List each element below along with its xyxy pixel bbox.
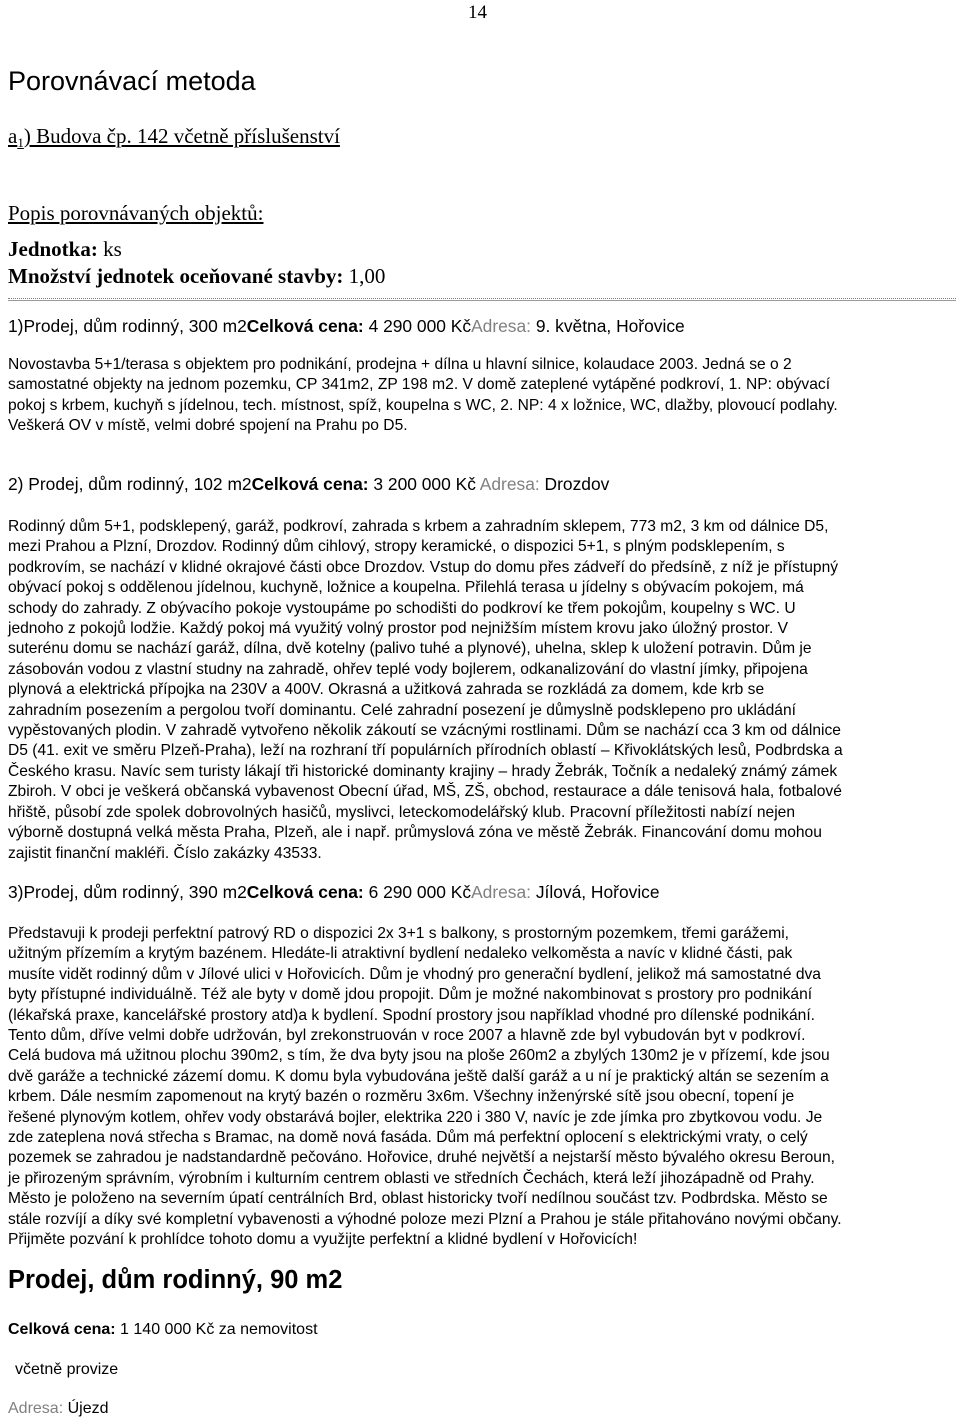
- text-line: zásobován vodou z vlastní studny na zahradě, ohřev teplé vody bojlerem, odkanalizování do vlastní jímky, připojena: [8, 660, 808, 678]
- page-number: 14: [468, 2, 487, 23]
- listing-provize: včetně provize: [15, 1361, 119, 1378]
- listing-price-label: Celková cena:: [8, 1321, 116, 1338]
- text-line: suterénu domu se nachází garáž, dílna, dvě kotelny (palivo tuhé a plynové), uhelna, sklep k uložení potravin. Dům je: [8, 640, 812, 658]
- mnozstvi-value: 1,00: [343, 264, 386, 288]
- section-subheading: [8, 124, 340, 151]
- text-line: Celá budova má užitnou plochu 390m2, s tím, že dva byty jsou na ploše 260m2 a zbylých 130m2 je v přízemí, kde jsou: [8, 1047, 830, 1065]
- text-line: pozemek se zahradou je nadstandardně pečováno. Hořovice, druhé největší a nejstarší město bývalého okresu Beroun,: [8, 1149, 835, 1167]
- item1-title: 1)Prodej, dům rodinný, 300 m2: [8, 316, 247, 336]
- item3-address-label: Adresa:: [471, 882, 531, 902]
- mnozstvi-label: Množství jednotek oceňované stavby:: [8, 264, 344, 288]
- item1-price-value: 4 290 000 Kč: [363, 316, 472, 336]
- text-line: hřiště, působí zde spolek dobrovolných hasičů, myslivci, leteckomodelářský klub. Pracovní příležitosti nabízí nejen: [8, 803, 795, 821]
- item2-address-label: Adresa:: [475, 474, 540, 494]
- text-line: krbem. Dále nesmím zapomenout na krytý bazén o rozměru 3x6m. Všechny inženýrské sítě jsou obecní, topení je: [8, 1088, 795, 1106]
- listing-address-label: Adresa:: [8, 1400, 64, 1417]
- listing-title: Prodej, dům rodinný, 90 m2: [8, 1266, 343, 1294]
- item2-price-value: 3 200 000 Kč: [368, 474, 476, 494]
- item3-title: 3)Prodej, dům rodinný, 390 m2: [8, 882, 247, 902]
- item2-header: [8, 474, 609, 495]
- jednotka-row: [8, 237, 122, 262]
- item3-price-value: 6 290 000 Kč: [363, 882, 472, 902]
- text-line: stále rozvíjí a díky své kompletní vybavenosti a výhodné poloze mezi Plzní a Prahou je stále přitahováno novými občany.: [8, 1210, 842, 1228]
- text-line: mezi Prahou a Plzní, Drozdov. Rodinný dům cihlový, stropy keramické, o dispozici 5+1, s plným podsklepením, s: [8, 538, 785, 556]
- text-line: Představuji k prodeji perfektní patrový RD o dispozici 2x 3+1 s balkony, s prostorným pozemkem, třemi garážemi,: [8, 925, 790, 942]
- jednotka-label: Jednotka:: [8, 237, 98, 261]
- text-line: řešené plynovým kotlem, ohřev vody obstarává bojler, elektrika 220 i 380 V, navíc je zde jímka pro zbytkovou vodu. Je: [8, 1108, 823, 1126]
- text-line: Veškerá OV v místě, velmi dobré spojení na Prahu po D5.: [8, 417, 408, 435]
- text-line: byty přístupné individuálně. Též ale byty v domě jdou propojit. Dům je možné nakombinovat s prostory pro podnikání: [8, 986, 813, 1004]
- item1-address-label: Adresa:: [471, 316, 531, 336]
- item3-description: [8, 924, 954, 1251]
- text-line: jednoho z pokojů lodžie. Každý pokoj má využitý volný prostor pod nejnižším místem krovu jako úložný prostor. V: [8, 620, 789, 638]
- text-line: zajistit finanční makléři. Číslo zakázky 43533.: [8, 844, 322, 862]
- item2-title: 2) Prodej, dům rodinný, 102 m2: [8, 474, 252, 494]
- text-line: zahradním posezením a pergolou tvoří dominantu. Celé zahradní posezení je důmyslně podsklepeno pro ukládání: [8, 701, 796, 719]
- text-line: Tento dům, dříve velmi dobře udržován, byl zrekonstruován v roce 2007 a hlavně zde byl vybudován byt v podkroví.: [8, 1027, 806, 1045]
- mnozstvi-row: [8, 264, 385, 289]
- text-line: Novostavba 5+1/terasa s objektem pro podnikání, prodejna + dílna u hlavní silnice, kolaudace 2003. Jedná se o 2: [8, 356, 792, 373]
- text-line: plynová a elektrická přípojka na 230V a 400V. Okrasná a užitková zahrada se rozkládá za domem, kde krb se: [8, 681, 765, 699]
- text-line: Českého krasu. Navíc sem turisty lákají tři historické dominanty krajiny – hrady Žebrák, Točník a nedaleký známý zámek: [8, 762, 838, 780]
- text-line: výborně dostupná velká města Praha, Plzeň, ale i např. průmyslová zóna ve městě Žebrák. Financování domu mohou: [8, 824, 822, 842]
- page-title: Porovnávací metoda: [8, 66, 256, 96]
- text-line: musíte vidět rodinný dům v Jílové ulici v Hořovicích. Dům je vhodný pro generační bydlení, jelikož má samostatné dva: [8, 965, 821, 983]
- item2-address-value: Drozdov: [539, 474, 610, 494]
- divider: [8, 298, 956, 299]
- listing-price: [8, 1321, 318, 1339]
- item1-header: [8, 316, 685, 337]
- text-line: obývací pokoj s oddělenou jídelnou, kuchyně, ložnice a koupelna. Přilehlá terasa u jídelny s obývacím pokojem, má: [8, 579, 804, 597]
- jednotka-value: ks: [97, 237, 122, 261]
- listing-price-value: 1 140 000 Kč za nemovitost: [115, 1321, 318, 1338]
- text-line: vypěstovaných plodin. V zahradě vytvořeno několik zákoutí se vzácnými rostlinami. Dům se nachází cca 3 km od dálnice: [8, 722, 841, 740]
- text-line: zde zateplena nová střecha s Bramac, na domě nová fasáda. Dům má perfektní oplocení s elektrickými vraty, o celý: [8, 1129, 808, 1147]
- text-line: Rodinný dům 5+1, podsklepený, garáž, podkroví, zahrada s krbem a zahradním sklepem, 773 m2, 3 km od dálnice D5,: [8, 518, 829, 535]
- listing-address: [8, 1400, 109, 1418]
- subheading-subscript: 1: [17, 135, 24, 150]
- subheading-text: ) Budova čp. 142 včetně příslušenství: [23, 124, 340, 148]
- text-line: užitným přízemím a krytým bazénem. Hledáte-li atraktivní bydlení nedaleko velkoměsta a navíc v klidné části, pak: [8, 945, 793, 963]
- listing-address-value: Újezd: [63, 1400, 109, 1417]
- text-line: pokoj s krbem, kuchyň s jídelnou, tech. místnost, spíž, koupelna s WC, 2. NP: 4 x ložnice, WC, dlažby, plovoucí podlahy.: [8, 396, 838, 414]
- divider-solid: [8, 300, 956, 301]
- item3-price-label: Celková cena:: [246, 882, 364, 902]
- text-line: Zbiroh. V obci je veškerá občanská vybavenost Obecní úřad, MŠ, ZŠ, obchod, restaurace a dále tenisová hala, fotbalové: [8, 783, 842, 801]
- popis-title: Popis porovnávaných objektů:: [8, 201, 264, 225]
- item3-address-value: Jílová, Hořovice: [531, 882, 660, 902]
- item3-header: [8, 882, 660, 903]
- text-line: je přirozeným správním, výrobním i kulturním centrem oblasti ve středních Čechách, která leží jihozápadně od Prahy.: [8, 1169, 815, 1187]
- text-line: Přijměte pozvání k prohlídce tohoto domu a využijte perfektní a klidné bydlení v Hořovicích!: [8, 1231, 638, 1249]
- text-line: Město je položeno na severním úpatí centrálních Brd, oblast historicky tvoří nedílnou součást tzv. Podbrdska. Město se: [8, 1190, 828, 1208]
- text-line: podkrovím, se nachází v klidné okrajové části obce Drozdov. Vstup do domu přes zádveří do předsíně, z níž je přístupný: [8, 558, 839, 576]
- item2-price-label: Celková cena:: [251, 474, 369, 494]
- item1-address-value: 9. května, Hořovice: [531, 316, 685, 336]
- item1-price-label: Celková cena:: [246, 316, 364, 336]
- text-line: samostatné objekty na jednom pozemku, CP 341m2, ZP 198 m2. V domě zateplené vytápěné podkroví, 1. NP: obývací: [8, 376, 831, 394]
- text-line: (lékařská praxe, kancelářské prostory atd)a k bydlení. Spodní prostory jsou například vhodné pro dílenské podnikání.: [8, 1006, 815, 1024]
- item2-description: [8, 517, 954, 864]
- subheading-prefix: a: [8, 124, 18, 148]
- text-line: D5 (41. exit ve směru Plzeň-Praha), leží na rozhraní tří populárních přírodních oblastí – Křivoklátských lesů, Podbrdska a: [8, 742, 843, 760]
- text-line: schody do zahrady. Z obývacího pokoje vystoupáme po schodišti do podkroví ke třem pokojům, koupelny s WC. U: [8, 599, 796, 617]
- text-line: dvě garáže a technické zázemí domu. K domu byla vybudována ještě další garáž a u ní je praktický altán se sezením a: [8, 1067, 829, 1085]
- item1-description: [8, 355, 954, 437]
